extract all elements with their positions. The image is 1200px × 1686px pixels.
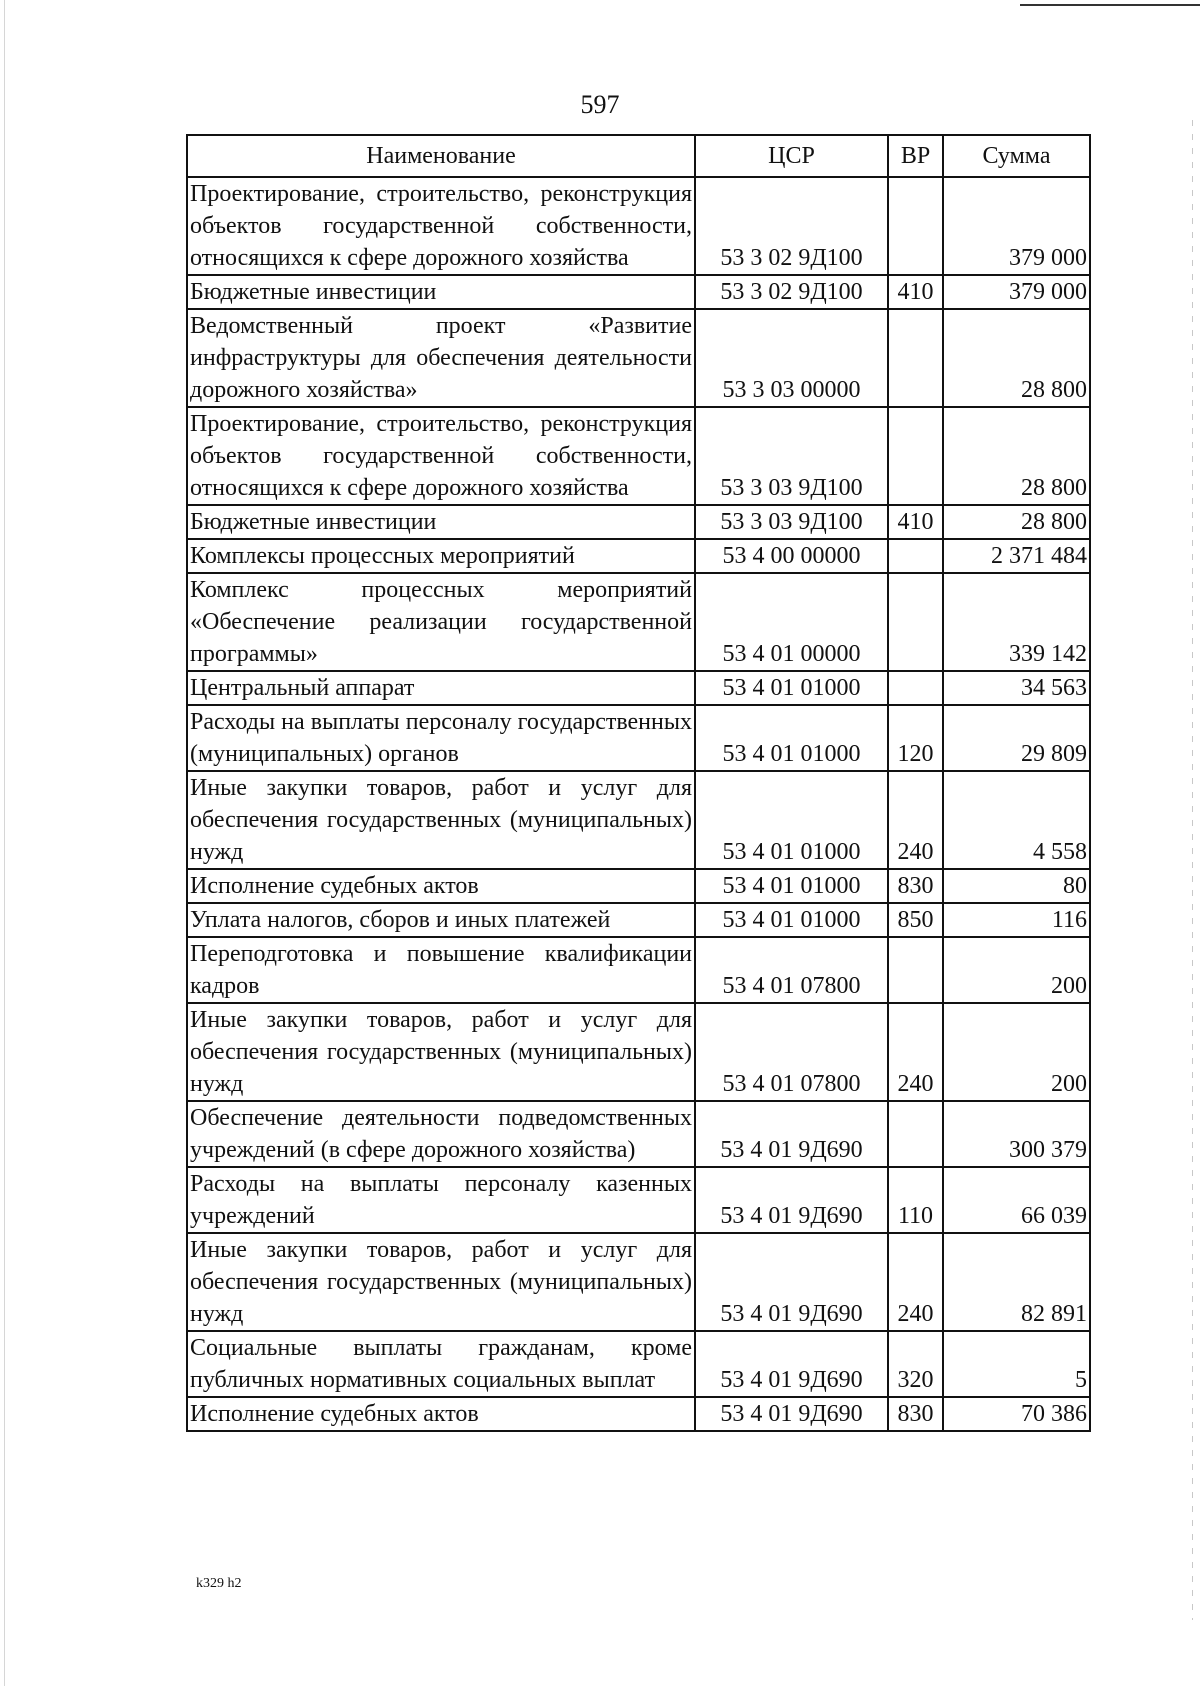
table-row [187,539,1090,573]
row-csr: 53 4 01 00000 [695,573,888,671]
row-vr [888,309,943,407]
row-vr [888,573,943,671]
row-sum: 300 379 [943,1101,1090,1167]
table-row [187,903,1090,937]
row-sum: 200 [943,937,1090,1003]
row-vr: 830 [888,1397,943,1431]
row-csr: 53 3 03 9Д100 [695,407,888,505]
row-csr: 53 4 01 9Д690 [695,1397,888,1431]
row-name: Проектирование, строительство, реконструкция объектов государственной собственности, относящихся к сфере дорожного хозяйства [187,177,695,275]
table-row [187,771,1090,869]
page-number: 597 [580,90,620,119]
row-name: Расходы на выплаты персоналу казенных учреждений [187,1167,695,1233]
scan-left-edge [4,0,5,1686]
row-csr: 53 4 01 07800 [695,937,888,1003]
row-vr: 410 [888,275,943,309]
row-vr [888,671,943,705]
table-row [187,407,1090,505]
table-row [187,937,1090,1003]
row-vr [888,539,943,573]
row-vr: 850 [888,903,943,937]
row-name: Иные закупки товаров, работ и услуг для обеспечения государственных (муниципальных) нужд [187,1233,695,1331]
row-name: Бюджетные инвестиции [187,275,695,309]
row-sum: 4 558 [943,771,1090,869]
row-name: Переподготовка и повышение квалификации кадров [187,937,695,1003]
table-row [187,309,1090,407]
row-csr: 53 4 01 07800 [695,1003,888,1101]
row-name: Обеспечение деятельности подведомственных учреждений (в сфере дорожного хозяйства) [187,1101,695,1167]
row-name: Проектирование, строительство, реконструкция объектов государственной собственности, относящихся к сфере дорожного хозяйства [187,407,695,505]
row-vr: 830 [888,869,943,903]
row-name: Уплата налогов, сборов и иных платежей [187,903,695,937]
row-sum: 80 [943,869,1090,903]
table-row [187,869,1090,903]
row-csr: 53 4 01 01000 [695,771,888,869]
row-csr: 53 3 02 9Д100 [695,177,888,275]
row-vr [888,177,943,275]
scan-right-edge [1192,120,1193,1620]
row-name: Ведомственный проект «Развитие инфраструктуры для обеспечения деятельности дорожного хозяйства» [187,309,695,407]
row-vr: 120 [888,705,943,771]
row-sum: 29 809 [943,705,1090,771]
row-vr [888,1101,943,1167]
table-row [187,1331,1090,1397]
row-name: Комплексы процессных мероприятий [187,539,695,573]
row-name: Комплекс процессных мероприятий «Обеспечение реализации государственной программы» [187,573,695,671]
table-row [187,275,1090,309]
row-csr: 53 3 03 9Д100 [695,505,888,539]
table-row [187,1233,1090,1331]
row-vr: 410 [888,505,943,539]
row-csr: 53 4 01 01000 [695,671,888,705]
row-name: Исполнение судебных актов [187,869,695,903]
header-name: Наименование [187,135,695,177]
table-body [187,177,1090,1431]
row-sum: 70 386 [943,1397,1090,1431]
header-sum: Сумма [943,135,1090,177]
table-row [187,705,1090,771]
row-vr: 240 [888,1003,943,1101]
table-row [187,1003,1090,1101]
row-sum: 379 000 [943,275,1090,309]
top-edge-rule [1020,4,1200,6]
row-vr [888,407,943,505]
row-csr: 53 4 01 9Д690 [695,1331,888,1397]
row-sum: 66 039 [943,1167,1090,1233]
row-sum: 82 891 [943,1233,1090,1331]
row-name: Центральный аппарат [187,671,695,705]
header-vr: ВР [888,135,943,177]
row-name: Исполнение судебных актов [187,1397,695,1431]
table-row [187,177,1090,275]
row-sum: 5 [943,1331,1090,1397]
row-sum: 116 [943,903,1090,937]
table-row [187,1397,1090,1431]
row-sum: 2 371 484 [943,539,1090,573]
row-csr: 53 4 01 9Д690 [695,1167,888,1233]
row-sum: 339 142 [943,573,1090,671]
table-row [187,1167,1090,1233]
row-csr: 53 4 01 01000 [695,869,888,903]
row-csr: 53 4 01 9Д690 [695,1233,888,1331]
row-sum: 379 000 [943,177,1090,275]
row-vr [888,937,943,1003]
row-csr: 53 4 00 00000 [695,539,888,573]
budget-table [186,134,1091,1432]
row-csr: 53 4 01 9Д690 [695,1101,888,1167]
row-name: Расходы на выплаты персоналу государственных (муниципальных) органов [187,705,695,771]
header-csr: ЦСР [695,135,888,177]
table-row [187,1101,1090,1167]
row-sum: 28 800 [943,309,1090,407]
footer-code: k329 h2 [196,1576,242,1591]
table-row [187,505,1090,539]
row-csr: 53 3 02 9Д100 [695,275,888,309]
row-sum: 34 563 [943,671,1090,705]
row-sum: 28 800 [943,505,1090,539]
row-vr: 110 [888,1167,943,1233]
row-csr: 53 4 01 01000 [695,903,888,937]
table-row [187,573,1090,671]
row-vr: 240 [888,771,943,869]
row-name: Иные закупки товаров, работ и услуг для обеспечения государственных (муниципальных) нужд [187,1003,695,1101]
row-sum: 28 800 [943,407,1090,505]
row-csr: 53 3 03 00000 [695,309,888,407]
table-header-row [187,135,1090,177]
row-name: Социальные выплаты гражданам, кроме публичных нормативных социальных выплат [187,1331,695,1397]
row-vr: 320 [888,1331,943,1397]
row-name: Бюджетные инвестиции [187,505,695,539]
row-vr: 240 [888,1233,943,1331]
row-csr: 53 4 01 01000 [695,705,888,771]
row-sum: 200 [943,1003,1090,1101]
table-row [187,671,1090,705]
row-name: Иные закупки товаров, работ и услуг для обеспечения государственных (муниципальных) нужд [187,771,695,869]
